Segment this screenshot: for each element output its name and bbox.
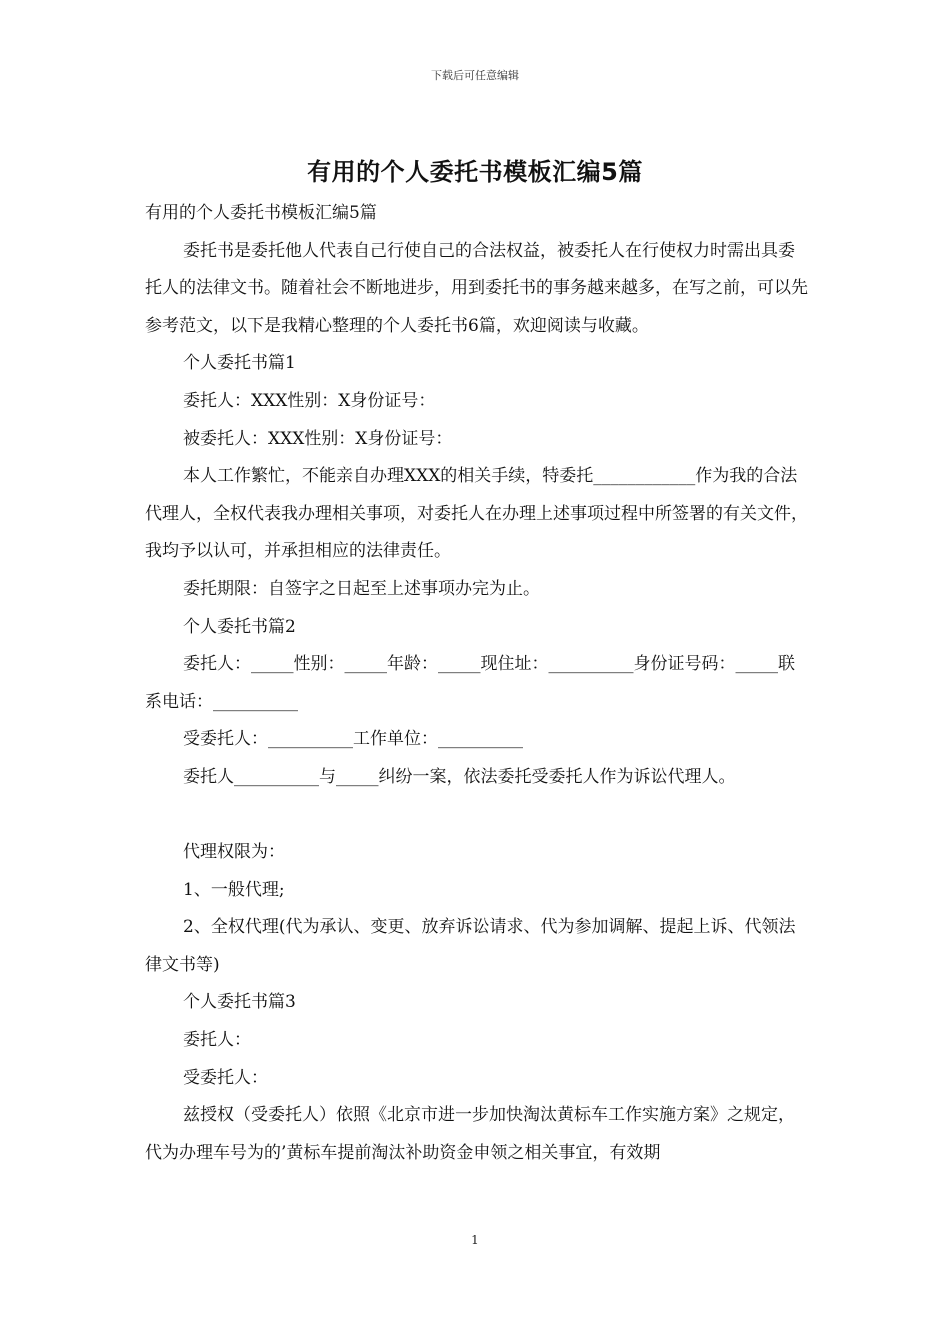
page-number: 1	[471, 1233, 479, 1247]
download-note: 下载后可任意编辑	[431, 69, 519, 82]
grant-paragraph: 兹授权（受委托人）依照《北京市进一步加快淘汰黄标车工作实施方案》之规定，代为办理车号为的’黄标车提前淘汰补助资金申领之相关事宜，有效期	[145, 1105, 795, 1163]
blank-line	[145, 797, 811, 835]
principal-label: 委托人：	[183, 1030, 251, 1051]
authorization-paragraph: 本人工作繁忙，不能亲自办理XXX的相关手续，特委托____________作为我的合法代理人，全权代表我办理相关事项，对委托人在办理上述事项过程中所签署的有关文件，我均予以认可，并承担相应的法律责任。	[145, 466, 808, 562]
section-heading-2: 个人委托书篇2	[183, 616, 296, 637]
authority-item-1: 1、一般代理;	[183, 879, 285, 900]
subtitle-paragraph: 有用的个人委托书模板汇编5篇	[145, 203, 377, 223]
section-heading-3: 个人委托书篇3	[183, 992, 296, 1013]
agent-line: 被委托人：XXX性别：X身份证号：	[183, 428, 453, 449]
term-line: 委托期限：自签字之日起至上述事项办完为止。	[183, 578, 540, 599]
section-heading-1: 个人委托书篇1	[183, 353, 296, 374]
principal-line: 委托人：XXX性别：X身份证号：	[183, 390, 436, 411]
agent-fields: 受委托人：__________工作单位：__________	[183, 729, 523, 750]
principal-fields: 委托人：_____性别：_____年龄：_____现住址：__________身份证号码：_____联系电话：__________	[145, 654, 795, 712]
document-title: 有用的个人委托书模板汇编5篇	[307, 158, 643, 186]
litigation-paragraph: 委托人__________与_____纠纷一案，依法委托受委托人作为诉讼代理人。	[183, 766, 736, 787]
authority-heading: 代理权限为：	[183, 842, 285, 863]
authority-item-2: 2、全权代理(代为承认、变更、放弃诉讼请求、代为参加调解、提起上诉、代领法律文书等)	[145, 917, 796, 975]
document-body	[145, 195, 811, 1172]
intro-paragraph: 委托书是委托他人代表自己行使自己的合法权益，被委托人在行使权力时需出具委托人的法律文书。随着社会不断地进步，用到委托书的事务越来越多，在写之前，可以先参考范文，以下是我精心整理的个人委托书6篇，欢迎阅读与收藏。	[145, 240, 808, 336]
agent-label: 受委托人：	[183, 1067, 268, 1088]
